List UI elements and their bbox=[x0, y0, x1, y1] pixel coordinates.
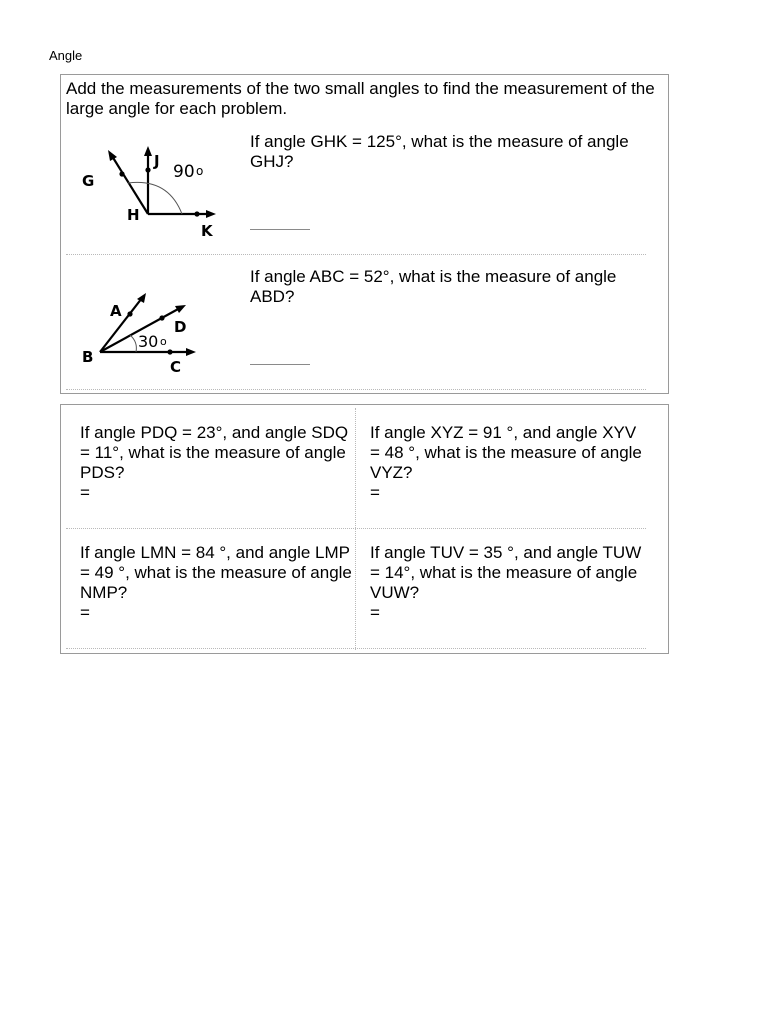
question-text: If angle XYZ = 91 °, and angle XYV = 48 °, what is the measure of angle VYZ? bbox=[370, 423, 642, 482]
problem-vyz bbox=[370, 423, 645, 503]
degree-mark: o bbox=[196, 164, 204, 178]
angle-label-90: 90 bbox=[173, 162, 195, 182]
grid-divider-vertical bbox=[355, 408, 356, 650]
answer-equals[interactable]: = bbox=[370, 483, 380, 502]
degree-mark: o bbox=[160, 335, 167, 348]
answer-equals[interactable]: = bbox=[80, 483, 90, 502]
answer-equals[interactable]: = bbox=[80, 603, 90, 622]
divider bbox=[66, 254, 646, 255]
problem-pds bbox=[80, 423, 355, 503]
angle-label-30: 30 bbox=[138, 332, 159, 351]
problem-nmp bbox=[80, 543, 355, 623]
problem-vuw bbox=[370, 543, 645, 623]
label-a: A bbox=[110, 302, 122, 320]
answer-line-2[interactable] bbox=[250, 364, 310, 365]
question-text: If angle PDQ = 23°, and angle SDQ = 11°, what is the measure of angle PDS? bbox=[80, 423, 349, 482]
divider bbox=[66, 389, 646, 390]
question-text: If angle TUV = 35 °, and angle TUW = 14°, what is the measure of angle VUW? bbox=[370, 543, 642, 602]
question-ghj: If angle GHK = 125°, what is the measure of angle GHJ? bbox=[250, 132, 629, 171]
label-g: G bbox=[82, 172, 95, 190]
grid-divider-bottom bbox=[66, 648, 646, 649]
label-c: C bbox=[170, 358, 182, 376]
angle-abc-figure bbox=[78, 290, 208, 385]
question-abd: If angle ABC = 52°, what is the measure of angle ABD? bbox=[250, 267, 617, 306]
label-j: J bbox=[154, 152, 160, 170]
instructions: Add the measurements of the two small angles to find the measurement of the large angle for each problem. bbox=[66, 79, 655, 118]
label-b: B bbox=[82, 348, 94, 366]
answer-equals[interactable]: = bbox=[370, 603, 380, 622]
question-text: If angle LMN = 84 °, and angle LMP = 49 °, what is the measure of angle NMP? bbox=[80, 543, 352, 602]
grid-divider-horizontal bbox=[66, 528, 646, 529]
label-h: H bbox=[127, 206, 140, 224]
label-d: D bbox=[174, 318, 187, 336]
page-label: Angle bbox=[49, 48, 83, 63]
angle-ghk-figure bbox=[70, 140, 240, 245]
label-k: K bbox=[201, 222, 213, 240]
answer-line-1[interactable] bbox=[250, 229, 310, 230]
